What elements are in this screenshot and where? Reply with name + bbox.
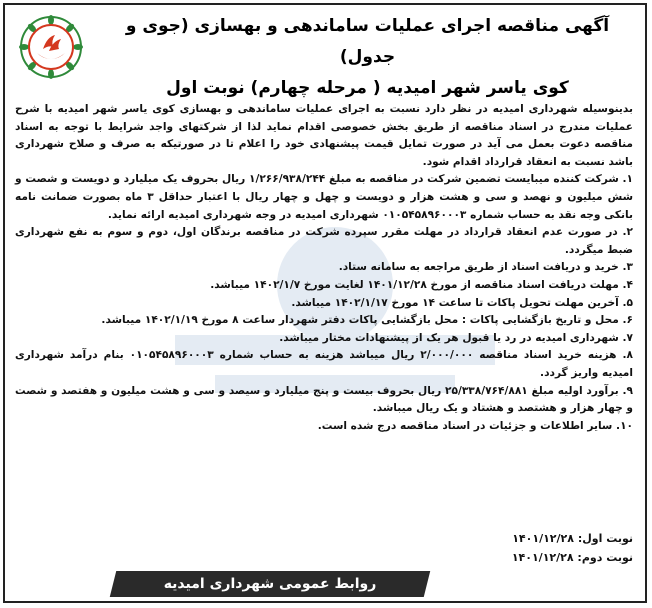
- list-item-2: ۲. در صورت عدم انعقاد قرارداد در مهلت مقرر سپرده شرکت در مناقصه برندگان اول، دوم و سوم به نفع شهرداری ضبط میگردد.: [15, 226, 633, 256]
- title-line-2: کوی یاسر شهر امیدیه ( مرحله چهارم) نوبت اول: [166, 78, 569, 98]
- second-publication-date: ۱۴۰۱/۱۲/۲۸: [511, 551, 574, 564]
- list-item-4: ۴. مهلت دریافت اسناد مناقصه از مورخ ۱۴۰۱/۱۲/۲۸ لغایت مورخ ۱۴۰۲/۱/۷ میباشد.: [210, 278, 633, 291]
- publication-dates: [512, 529, 633, 567]
- first-publication-date: ۱۴۰۱/۱۲/۲۸: [512, 532, 574, 545]
- first-publication: [512, 529, 633, 548]
- list-item-8: ۸. هزینه خرید اسناد مناقصه ۲/۰۰۰/۰۰۰ ریال میباشد هزینه به حساب شماره ۰۱۰۵۴۵۸۹۶۰۰۰۳ بنام درآمد شهرداری امیدیه واریز گردد.: [15, 349, 633, 379]
- notice-title: [100, 11, 635, 104]
- second-publication-label: نوبت دوم:: [577, 551, 633, 564]
- list-item-3: ۳. خرید و دریافت اسناد از طریق مراجعه به سامانه ستاد.: [338, 261, 633, 274]
- notice-body: [15, 101, 633, 435]
- list-item-1: ۱. شرکت کننده میبایست تضمین شرکت در مناقصه به مبلغ ۱/۲۶۶/۹۳۸/۲۴۴ ریال بحروف یک میلیارد و دویست و شصت و شش میلیون و نهصد و سی و هشت هزار و دویست و چهل و چهار ریال با اعتبار حداقل ۳ ماه بصورت ضمانت نامه بانکی وجه نقد به حساب شماره ۰۱۰۵۴۵۸۹۶۰۰۰۳ شهرداری امیدیه در وجه شهرداری امیدیه ارائه نماید.: [15, 173, 633, 221]
- title-line-1: آگهی مناقصه اجرای عملیات ساماندهی و بهسازی (جوی و جدول): [125, 16, 610, 67]
- list-item-6: ۶. محل و تاریخ بازگشایی پاکات : محل بازگشایی پاکات دفتر شهردار ساعت ۸ مورخ ۱۴۰۲/۱/۱۹ میباشد.: [101, 314, 633, 327]
- public-relations-signature: روابط عمومی شهرداری امیدیه: [163, 576, 377, 592]
- notice-header: [5, 5, 645, 97]
- intro-paragraph: بدینوسیله شهرداری امیدیه در نظر دارد نسبت به اجرای عملیات ساماندهی و بهسازی کوی یاسر شهر امیدیه با شرح عملیات مندرج در اسناد مناقصه از طریق بخش خصوصی اقدام نماید لذا از شرکتهای واجد شرایط با توجه به اسناد مناقصه دعوت بعمل می آید در صورت تمایل قیمت پیشنهادی خود را اعلام تا در صورتیکه به صرف و صلاح شهرداری باشد نسبت به انعقاد قرارداد اقدام شود.: [15, 103, 633, 168]
- second-publication: [512, 548, 633, 567]
- municipality-logo: [19, 15, 83, 79]
- first-publication-label: نوبت اول:: [577, 532, 633, 545]
- list-item-10: ۱۰. سایر اطلاعات و جزئیات در اسناد مناقصه درج شده است.: [317, 419, 633, 432]
- list-item-9: ۹. برآورد اولیه مبلغ ۲۵/۳۳۸/۷۶۴/۸۸۱ ریال بحروف بیست و پنج میلیارد و سیصد و سی و هشت میلیون و هفتصد و شصت و چهار هزار و هشتصد و هشتاد و یک ریال میباشد.: [15, 384, 633, 415]
- list-item-7: ۷. شهرداری امیدیه در رد یا قبول هر یک از پیشنهادات مختار میباشد.: [279, 331, 633, 344]
- notice-frame: [3, 3, 647, 603]
- list-item-5: ۵. آخرین مهلت تحویل پاکات تا ساعت ۱۴ مورخ ۱۴۰۲/۱/۱۷ میباشد.: [291, 296, 633, 309]
